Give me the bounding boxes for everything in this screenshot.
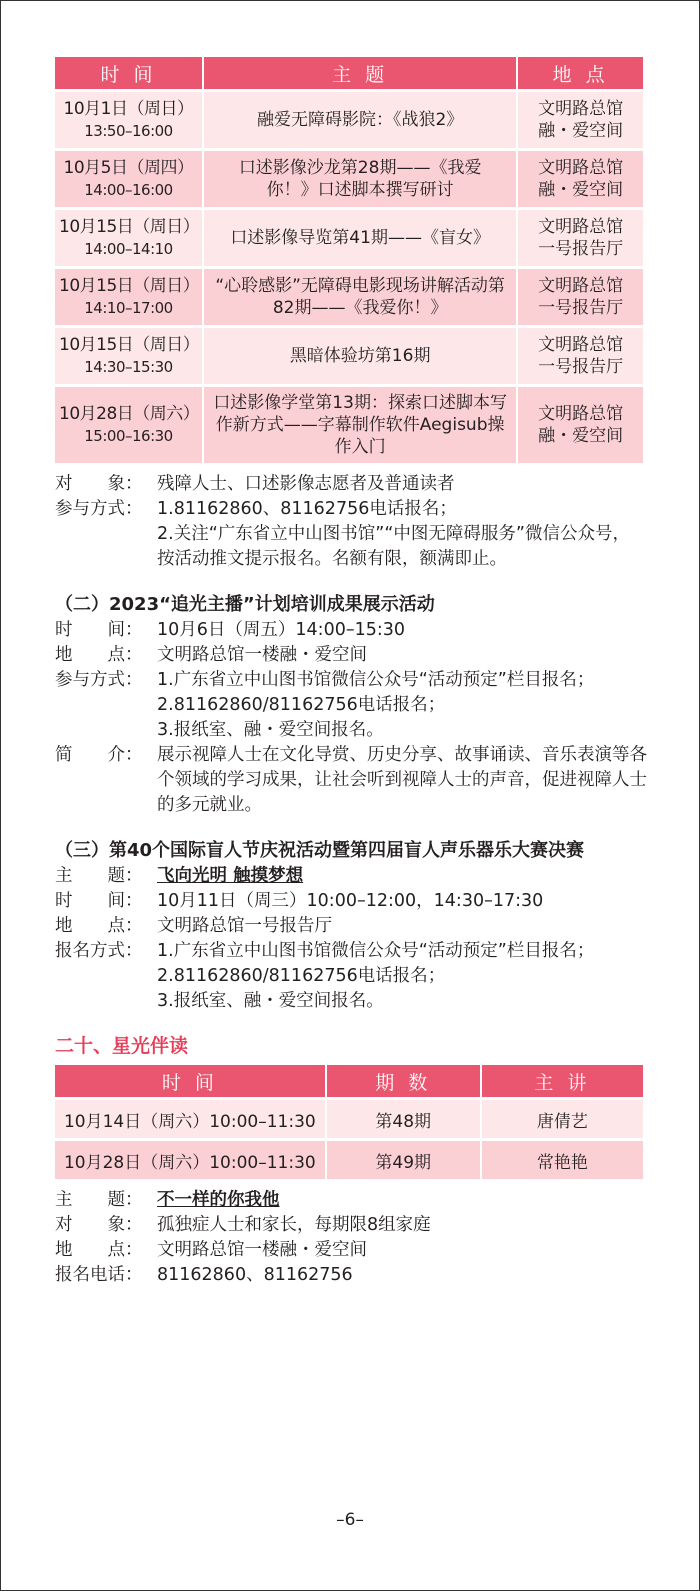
table-row [55, 387, 643, 463]
starlight-table [53, 1062, 645, 1182]
table-row [55, 1141, 643, 1179]
starlight-header-speaker: 主 讲 [482, 1065, 643, 1097]
theme-row [55, 1188, 647, 1213]
audience-row [55, 472, 647, 497]
row-speaker: 唐倩艺 [482, 1100, 643, 1138]
place-label: 地 点： [55, 916, 143, 936]
row-hours: 15:00–16:30 [84, 427, 173, 445]
method-values [157, 939, 647, 1014]
method-row [55, 497, 647, 572]
section2-title: （二）2023“追光主播”计划培训成果展示活动 [55, 594, 435, 615]
row-topic: 融爱无障碍影院：《战狼2》 [204, 92, 516, 148]
theme-value: 飞向光明 触摸梦想 [157, 866, 304, 886]
row-place: 文明路总馆 融・爱空间 [518, 151, 643, 207]
method-item: 3.报纸室、融・爱空间报名。 [157, 720, 384, 740]
table-cell-time [55, 92, 202, 148]
place-row [55, 1238, 647, 1263]
place-value: 文明路总馆一楼融・爱空间 [157, 1240, 367, 1260]
starlight-header-time: 时 间 [55, 1065, 325, 1097]
method-item: 3.报纸室、融・爱空间报名。 [157, 991, 384, 1011]
row-place: 文明路总馆 融・爱空间 [518, 92, 643, 148]
time-label: 时 间： [55, 891, 143, 911]
phone-value: 81162860、81162756 [157, 1265, 353, 1285]
row-topic: “心聆感影”无障碍电影现场讲解活动第82期——《我爱你！》 [204, 269, 516, 325]
table-cell-time [55, 210, 202, 266]
place-row [55, 643, 647, 668]
section20-info [55, 1188, 647, 1288]
audience-value: 孤独症人士和家长，每期限8组家庭 [157, 1215, 431, 1235]
row-hours: 14:00–14:10 [84, 240, 173, 258]
theme-label: 主 题： [55, 866, 143, 886]
row-place: 文明路总馆 一号报告厅 [518, 269, 643, 325]
method-values [157, 497, 647, 572]
schedule-table [53, 54, 645, 466]
starlight-header-issue: 期 数 [327, 1065, 480, 1097]
row-time: 10月28日（周六）10:00–11:30 [55, 1141, 325, 1179]
place-row [55, 914, 647, 939]
row-date: 10月15日（周日） [59, 276, 200, 296]
row-hours: 13:50–16:00 [84, 122, 173, 140]
time-row [55, 889, 647, 914]
section3-info [55, 864, 647, 1014]
method-item: 2.关注“广东省立中山图书馆”“中图无障碍服务”微信公众号，按活动推文提示报名。名额有限，额满即止。 [157, 524, 630, 569]
place-value: 文明路总馆一号报告厅 [157, 916, 332, 936]
method-item: 1.广东省立中山图书馆微信公众号“活动预定”栏目报名； [157, 941, 595, 961]
starlight-header-row [55, 1065, 643, 1097]
row-hours: 14:10–17:00 [84, 299, 173, 317]
method-row [55, 668, 647, 743]
method-item: 2.81162860/81162756电话报名； [157, 695, 446, 715]
method-label: 参与方式： [55, 499, 143, 519]
row-topic: 口述影像学堂第13期：探索口述脚本写作新方式——字幕制作软件Aegisub操作入门 [204, 387, 516, 463]
table-cell-time [55, 151, 202, 207]
table-row [55, 328, 643, 384]
row-date: 10月15日（周日） [59, 335, 200, 355]
row-date: 10月28日（周六） [59, 404, 200, 424]
row-topic: 黑暗体验坊第16期 [204, 328, 516, 384]
time-row [55, 618, 647, 643]
section1-info [55, 472, 647, 572]
schedule-header-row [55, 57, 643, 89]
row-issue: 第49期 [327, 1141, 480, 1179]
page-number: –6– [336, 1510, 364, 1530]
row-time: 10月14日（周六）10:00–11:30 [55, 1100, 325, 1138]
row-date: 10月5日（周四） [63, 158, 194, 178]
audience-row [55, 1213, 647, 1238]
method-item: 1.81162860、81162756电话报名； [157, 499, 457, 519]
schedule-header-topic: 主 题 [204, 57, 516, 89]
time-value: 10月6日（周五）14:00–15:30 [157, 620, 406, 640]
phone-row [55, 1263, 647, 1288]
schedule-header-place: 地 点 [518, 57, 643, 89]
theme-value: 不一样的你我他 [157, 1190, 280, 1210]
table-cell-time [55, 387, 202, 463]
method-values [157, 668, 647, 743]
audience-value: 残障人士、口述影像志愿者及普通读者 [157, 474, 455, 494]
audience-label: 对 象： [55, 474, 143, 494]
method-item: 1.广东省立中山图书馆微信公众号“活动预定”栏目报名； [157, 670, 595, 690]
method-row [55, 939, 647, 1014]
place-value: 文明路总馆一楼融・爱空间 [157, 645, 367, 665]
intro-row [55, 743, 647, 818]
row-issue: 第48期 [327, 1100, 480, 1138]
theme-row [55, 864, 647, 889]
table-row [55, 92, 643, 148]
place-label: 地 点： [55, 1240, 143, 1260]
row-place: 文明路总馆 一号报告厅 [518, 210, 643, 266]
table-cell-time [55, 269, 202, 325]
method-label: 报名方式： [55, 941, 143, 961]
time-value: 10月11日（周三）10:00–12:00，14:30–17:30 [157, 891, 544, 911]
row-topic: 口述影像沙龙第28期——《我爱你！》口述脚本撰写研讨 [204, 151, 516, 207]
row-place: 文明路总馆 一号报告厅 [518, 328, 643, 384]
theme-label: 主 题： [55, 1190, 143, 1210]
table-row [55, 210, 643, 266]
row-date: 10月15日（周日） [59, 217, 200, 237]
section3-title: （三）第40个国际盲人节庆祝活动暨第四届盲人声乐器乐大赛决赛 [55, 840, 585, 861]
phone-label: 报名电话： [55, 1265, 143, 1285]
table-row [55, 269, 643, 325]
table-cell-time [55, 328, 202, 384]
row-hours: 14:30–15:30 [84, 358, 173, 376]
table-row [55, 151, 643, 207]
row-speaker: 常艳艳 [482, 1141, 643, 1179]
intro-label: 简 介： [55, 745, 143, 765]
audience-label: 对 象： [55, 1215, 143, 1235]
intro-value: 展示视障人士在文化导赏、历史分享、故事诵读、音乐表演等各个领域的学习成果，让社会听到视障人士的声音，促进视障人士的多元就业。 [157, 745, 647, 815]
section20-title: 二十、星光伴读 [55, 1035, 189, 1057]
row-topic: 口述影像导览第41期——《盲女》 [204, 210, 516, 266]
time-label: 时 间： [55, 620, 143, 640]
table-row [55, 1100, 643, 1138]
method-item: 2.81162860/81162756电话报名； [157, 966, 446, 986]
method-label: 参与方式： [55, 670, 143, 690]
row-place: 文明路总馆 融・爱空间 [518, 387, 643, 463]
page-content [55, 54, 647, 1288]
row-date: 10月1日（周日） [63, 99, 194, 119]
place-label: 地 点： [55, 645, 143, 665]
section2-info [55, 618, 647, 818]
row-hours: 14:00–16:00 [84, 181, 173, 199]
schedule-header-time: 时 间 [55, 57, 202, 89]
